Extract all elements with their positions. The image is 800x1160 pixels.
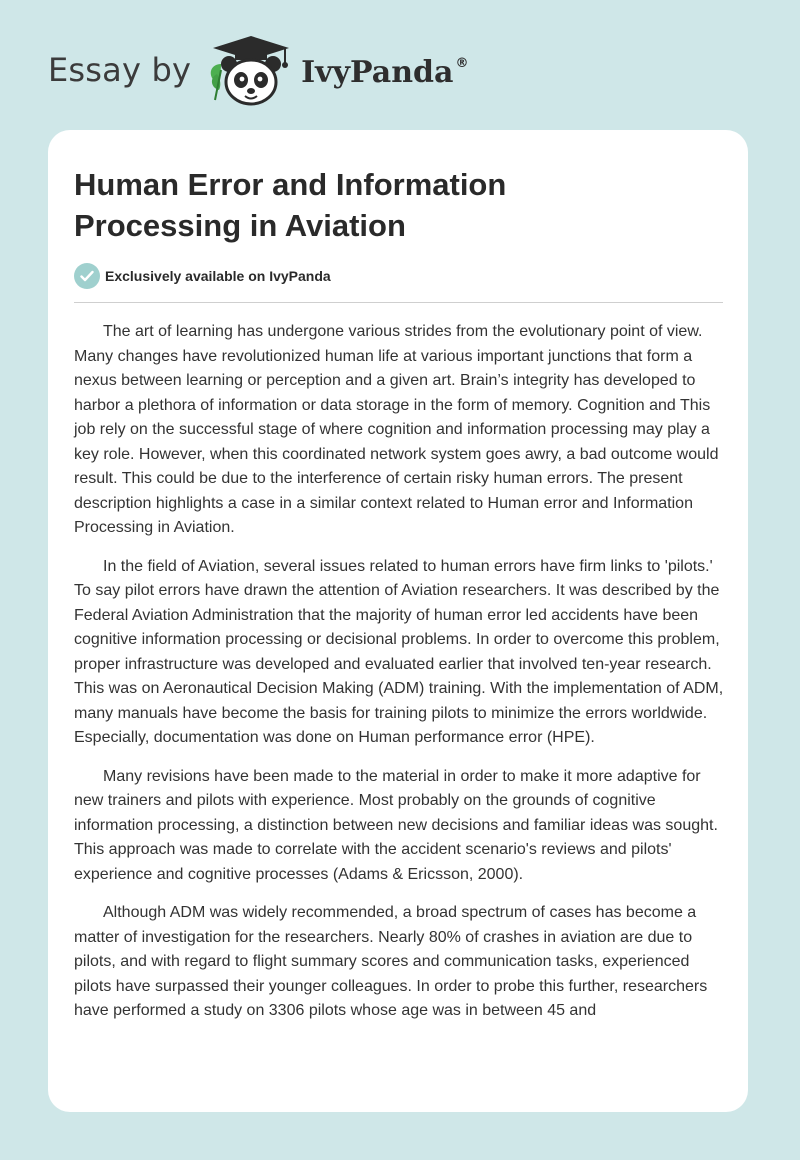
essay-title: Human Error and Information Processing in Aviation bbox=[74, 167, 507, 243]
panda-graduate-logo-icon[interactable] bbox=[205, 34, 297, 110]
divider bbox=[74, 302, 723, 303]
brand-name[interactable]: IvyPanda bbox=[301, 54, 454, 90]
essay-card bbox=[48, 130, 748, 1112]
essay-paragraph: Although ADM was widely recommended, a broad spectrum of cases has become a matter of investigation for the researchers. Nearly 80% of crashes in aviation are due to pilots, and with regard to flight summary scores and communication tasks, experienced pilots have surpassed their younger colleagues. In order to probe this further, researchers have performed a study on 3306 pilots whose age was in between 45 and bbox=[74, 904, 708, 1019]
essay-paragraph: In the field of Aviation, several issues related to human errors have firm links to 'pilots.' To say pilot errors have drawn the attention of Aviation researchers. It was described by the Federal Aviation Administration that the majority of human error led accidents have been cognitive information processing or decisional problems. In order to overcome this problem, proper infrastructure was developed and evaluated earlier that involved ten-year research. This was on Aeronautical Decision Making (ADM) training. With the implementation of ADM, many manuals have become the basis for training pilots to minimize the errors worldwide. Especially, documentation was done on Human performance error (HPE). bbox=[74, 557, 724, 746]
essay-paragraph: The art of learning has undergone various strides from the evolutionary point of view. Many changes have revolutionized human life at various important junctions that form a nexus between learning or perception and a given art. Brain’s integrity has developed to harbor a plethora of information or data storage in the form of memory. Cognition and This job rely on the successful stage of where cognition and information processing may play a key role. However, when this coordinated network system goes awry, a bad outcome would result. This could be due to the interference of certain risky human errors. The present description highlights a case in a similar context related to Human error and Information Processing in Aviation. bbox=[74, 323, 719, 536]
site-header bbox=[48, 34, 468, 110]
essay-by-label: Essay by bbox=[48, 51, 192, 89]
essay-paragraph: Many revisions have been made to the material in order to make it more adaptive for new trainers and pilots with experience. Most probably on the grounds of cognitive information processing, a distinction between new decisions and familiar ideas was sought. This approach was made to correlate with the accident scenario's reviews and pilots' experience and cognitive processes (Adams & Ericsson, 2000). bbox=[74, 767, 718, 883]
registered-mark: ® bbox=[455, 56, 469, 71]
exclusive-badge bbox=[74, 263, 331, 289]
check-icon bbox=[74, 263, 100, 289]
exclusive-badge-text: Exclusively available on IvyPanda bbox=[105, 268, 331, 284]
essay-body bbox=[74, 320, 726, 1038]
